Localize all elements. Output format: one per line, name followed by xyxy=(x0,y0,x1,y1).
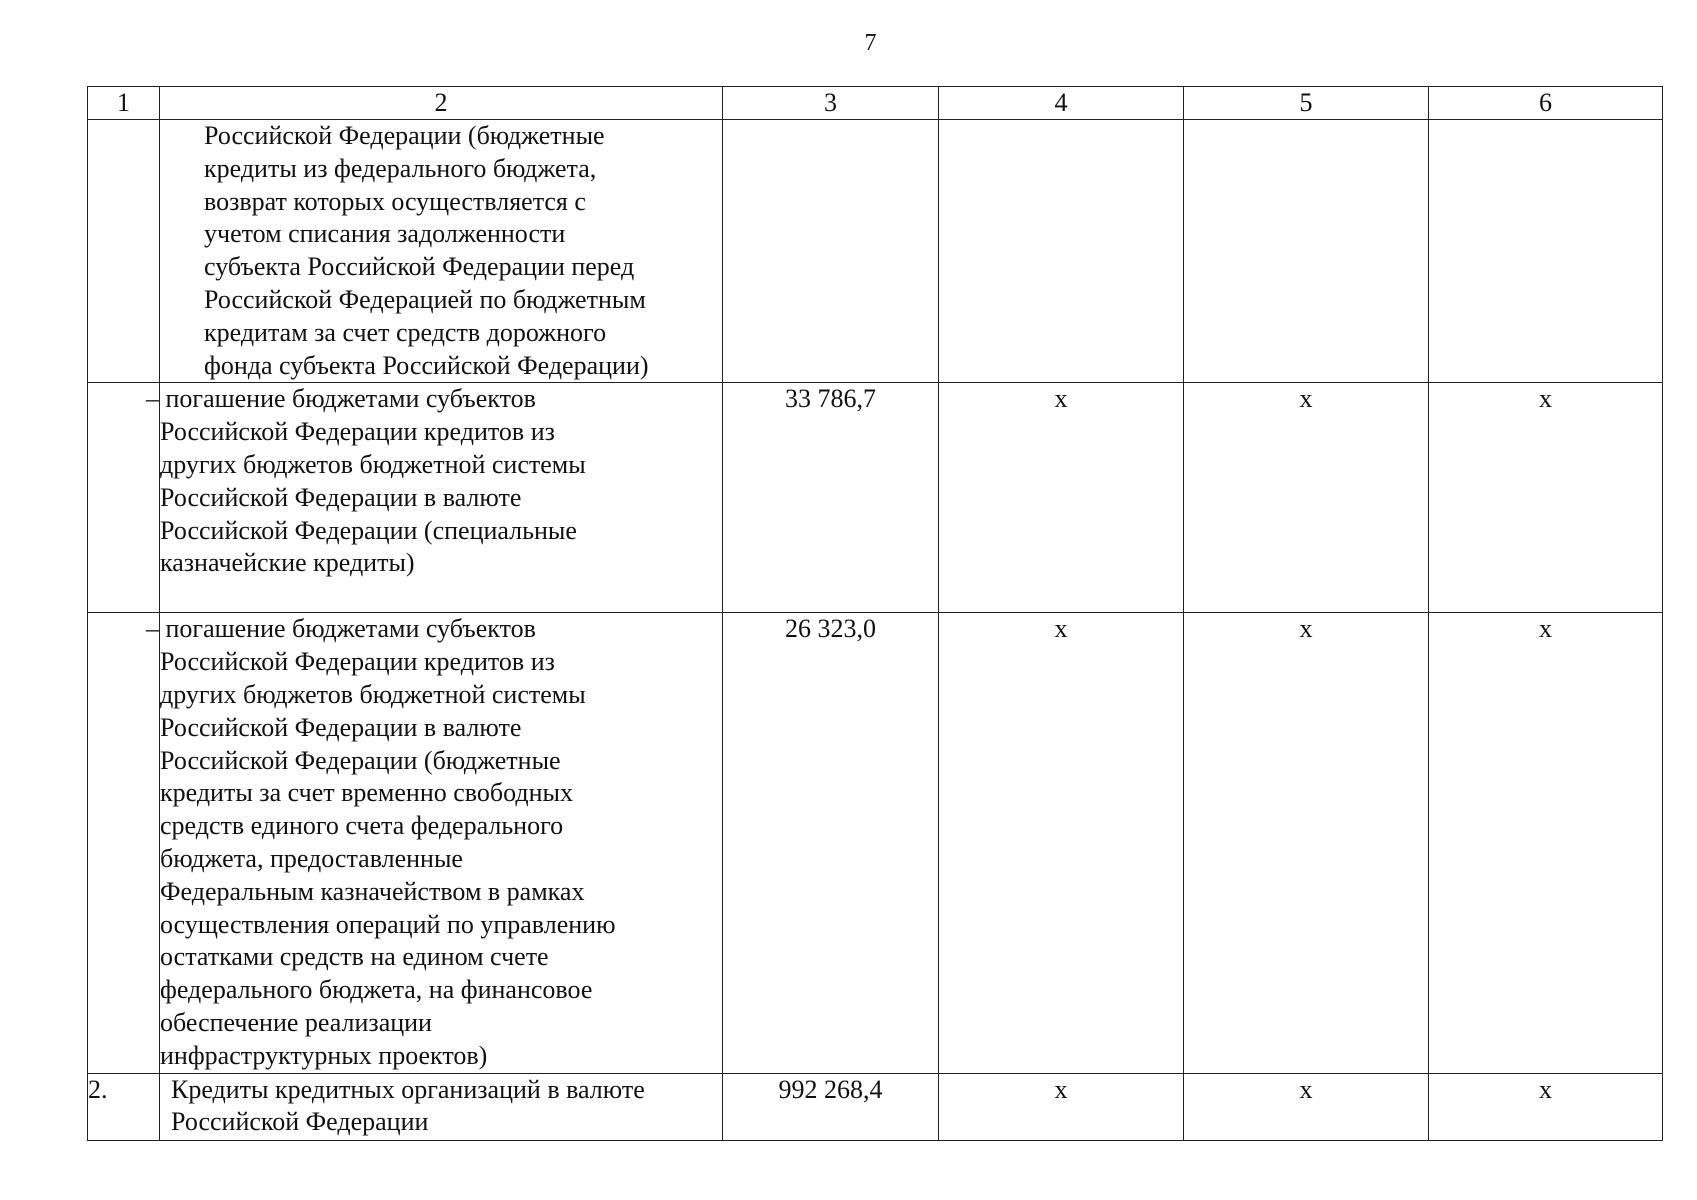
description-line: бюджета, предоставленные xyxy=(160,843,463,873)
description-line: Российской Федерации xyxy=(171,1107,429,1137)
description-line: Российской Федерации в валюте xyxy=(160,712,522,742)
description-line: – погашение бюджетами субъектов xyxy=(146,384,536,414)
row-col5-cell: х xyxy=(1184,1073,1429,1140)
description-line: кредиты из федерального бюджета, xyxy=(204,153,597,183)
table-header-row xyxy=(88,87,1663,120)
row-amount-cell xyxy=(723,120,939,383)
row-col4-cell: х xyxy=(939,613,1184,1073)
header-cell-2: 2 xyxy=(160,87,723,120)
description-line: средств единого счета федерального xyxy=(160,811,564,841)
description-line: учетом списания задолженности xyxy=(204,219,566,249)
row-index-cell xyxy=(88,383,160,613)
description-line: осуществления операций по управлению xyxy=(160,909,616,939)
row-col6-cell: х xyxy=(1429,1073,1663,1140)
description-line: Федеральным казначейством в рамках xyxy=(160,876,585,906)
description-line: федерального бюджета, на финансовое xyxy=(160,975,593,1005)
row-col5-cell xyxy=(1184,120,1429,383)
row-col6-cell: х xyxy=(1429,383,1663,613)
budget-table xyxy=(87,86,1663,1141)
header-cell-4: 4 xyxy=(939,87,1184,120)
description-line: кредитам за счет средств дорожного xyxy=(204,317,607,347)
row-col6-cell: х xyxy=(1429,613,1663,1073)
table-row xyxy=(88,613,1663,1073)
description-line: Российской Федерацией по бюджетным xyxy=(204,284,646,314)
row-index-cell xyxy=(88,120,160,383)
description-line: казначейские кредиты) xyxy=(160,548,415,578)
row-col4-cell: х xyxy=(939,383,1184,613)
row-description-cell xyxy=(160,120,723,383)
header-cell-5: 5 xyxy=(1184,87,1429,120)
description-line: инфраструктурных проектов) xyxy=(160,1040,488,1070)
table-row xyxy=(88,1073,1663,1140)
row-col4-cell xyxy=(939,120,1184,383)
row-amount-cell: 26 323,0 xyxy=(723,613,939,1073)
row-col5-cell: х xyxy=(1184,383,1429,613)
description-line: кредиты за счет временно свободных xyxy=(160,778,573,808)
row-col6-cell xyxy=(1429,120,1663,383)
row-amount-cell: 992 268,4 xyxy=(723,1073,939,1140)
description-line: остатками средств на едином счете xyxy=(160,942,549,972)
description-line: обеспечение реализации xyxy=(160,1007,432,1037)
row-description-cell xyxy=(146,383,723,613)
description-line: Российской Федерации кредитов из xyxy=(160,647,555,677)
header-cell-3: 3 xyxy=(723,87,939,120)
header-cell-1: 1 xyxy=(88,87,160,120)
row-index-cell xyxy=(88,613,160,1073)
row-amount-cell: 33 786,7 xyxy=(723,383,939,613)
description-line: других бюджетов бюджетной системы xyxy=(160,679,586,709)
description-line: Российской Федерации в валюте xyxy=(160,482,522,512)
description-line: субъекта Российской Федерации перед xyxy=(204,252,635,282)
row-index-cell: 2. xyxy=(88,1073,160,1140)
header-cell-6: 6 xyxy=(1429,87,1663,120)
row-description-cell xyxy=(160,1073,723,1140)
description-line: возврат которых осуществляется с xyxy=(204,186,586,216)
row-col5-cell: х xyxy=(1184,613,1429,1073)
description-line: других бюджетов бюджетной системы xyxy=(160,449,586,479)
description-line: Российской Федерации кредитов из xyxy=(160,417,555,447)
row-description-cell xyxy=(146,613,723,1073)
description-line: Кредиты кредитных организаций в валюте xyxy=(171,1074,645,1104)
description-line: фонда субъекта Российской Федерации) xyxy=(204,350,649,380)
table-row xyxy=(88,383,1663,613)
page-number: 7 xyxy=(864,30,877,56)
row-col4-cell: х xyxy=(939,1073,1184,1140)
description-line: – погашение бюджетами субъектов xyxy=(146,614,536,644)
table-row xyxy=(88,120,1663,383)
description-line: Российской Федерации (бюджетные xyxy=(204,121,605,150)
description-line: Российской Федерации (специальные xyxy=(160,515,577,545)
description-line: Российской Федерации (бюджетные xyxy=(160,745,561,775)
